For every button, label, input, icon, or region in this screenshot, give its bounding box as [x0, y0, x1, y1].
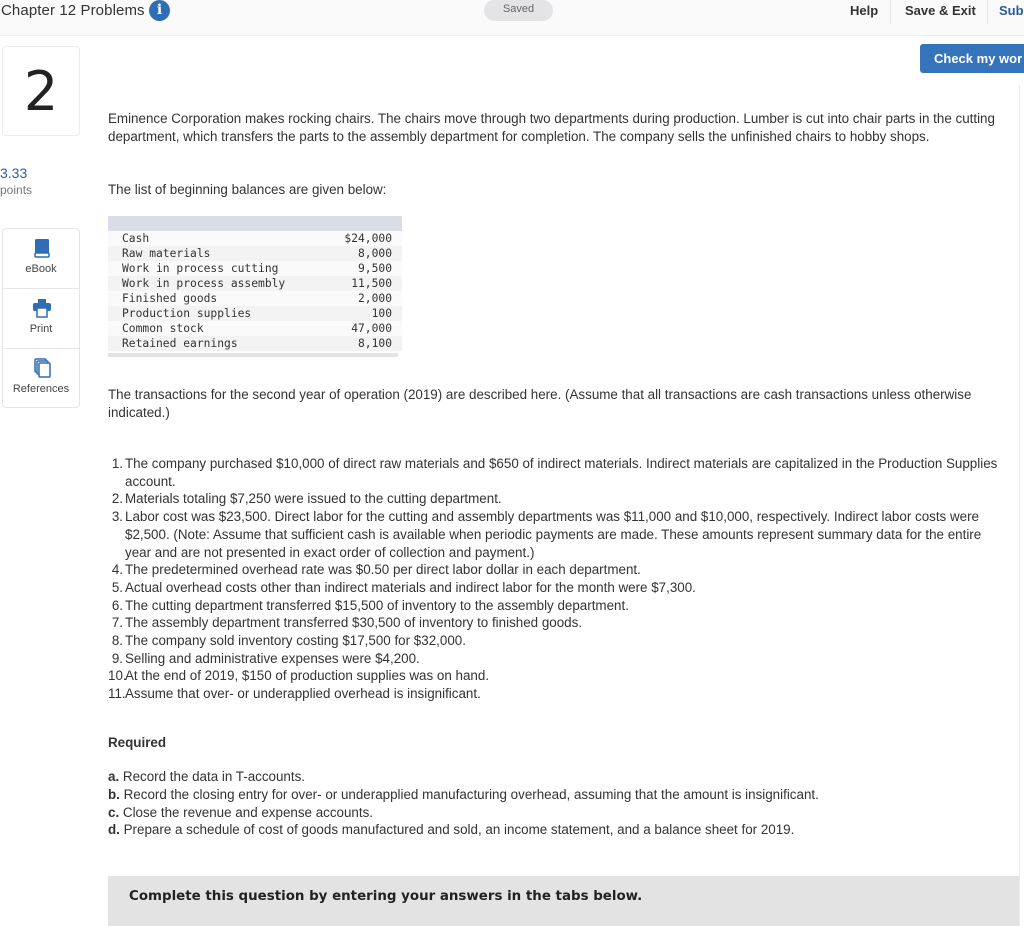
divider: [890, 0, 891, 24]
beginning-balances-table: [108, 216, 402, 357]
check-my-work-button[interactable]: Check my wor: [920, 44, 1024, 73]
table-row: [108, 276, 402, 291]
item-number: 7.: [111, 615, 123, 631]
item-number: 3.: [111, 509, 123, 525]
balances-intro: The list of beginning balances are given below:: [108, 182, 387, 197]
table-footer: [108, 353, 398, 357]
list-item: [108, 768, 1008, 786]
list-item: [108, 579, 1008, 597]
references-label: References: [12, 383, 70, 395]
account-amount: 2,000: [357, 292, 392, 305]
item-number: 8.: [111, 633, 123, 649]
table-row: [108, 261, 402, 276]
list-item: [108, 650, 1008, 668]
item-text: At the end of 2019, $150 of production supplies was on hand.: [125, 668, 490, 684]
divider: [987, 0, 988, 24]
item-text: Record the closing entry for over- or underapplied manufacturing overhead, assuming that the amount is insignificant.: [119, 786, 819, 802]
account-amount: 8,000: [357, 247, 392, 260]
item-letter: c.: [108, 804, 120, 820]
top-bar: [0, 0, 1024, 36]
list-item: [108, 667, 1008, 685]
table-row: [108, 306, 402, 321]
scrollbar-track[interactable]: [1019, 85, 1024, 926]
print-button[interactable]: [3, 289, 79, 349]
account-amount: 11,500: [351, 277, 392, 290]
item-text: Labor cost was $23,500. Direct labor for the cutting and assembly departments was $11,000 and $10,000, respectively. Indirect labor costs were $2,500. (Note: Assume that sufficient cash is available when periodic payments are made. These amounts represent summary data for the entire year and are not presented in exact order of collection and payment.): [125, 509, 982, 560]
item-letter: b.: [108, 786, 120, 802]
ebook-button[interactable]: [3, 229, 79, 289]
item-text: Close the revenue and expense accounts.: [119, 804, 374, 820]
account-name: Retained earnings: [122, 337, 238, 350]
table-row: [108, 336, 402, 351]
item-text: The company sold inventory costing $17,500 for $32,000.: [125, 633, 466, 649]
item-number: 5.: [111, 579, 123, 595]
answer-tabs-prompt: [108, 876, 1020, 926]
list-item: [108, 804, 1008, 822]
help-link[interactable]: Help: [850, 3, 879, 18]
item-number: 2.: [111, 491, 123, 507]
table-row: [108, 291, 402, 306]
table-row: [108, 231, 402, 246]
item-text: Assume that over- or underapplied overhead is insignificant.: [125, 686, 481, 702]
account-amount: 100: [371, 307, 392, 320]
item-number: 11.: [108, 686, 126, 702]
item-text: Prepare a schedule of cost of goods manufactured and sold, an income statement, and a balance sheet for 2019.: [119, 822, 795, 838]
item-text: Selling and administrative expenses were $4,200.: [125, 650, 420, 666]
item-text: The assembly department transferred $30,500 of inventory to finished goods.: [125, 615, 583, 631]
account-amount: 8,100: [357, 337, 392, 350]
points-value: 3.33: [0, 165, 28, 181]
account-name: Common stock: [122, 322, 204, 335]
save-exit-link[interactable]: Save & Exit: [905, 3, 976, 18]
item-number: 4.: [111, 562, 123, 578]
list-item: [108, 455, 1008, 490]
info-icon[interactable]: i: [149, 0, 170, 21]
tools-panel: [2, 228, 80, 408]
account-name: Raw materials: [122, 247, 211, 260]
table-row: [108, 246, 402, 261]
book-icon: [32, 238, 52, 258]
account-amount: $24,000: [344, 232, 392, 245]
item-text: The company purchased $10,000 of direct raw materials and $650 of indirect materials. Indirect materials are capitalized in the Production Supplies account.: [125, 456, 998, 489]
item-text: Materials totaling $7,250 were issued to the cutting department.: [125, 491, 502, 507]
item-number: 1.: [111, 456, 123, 471]
account-name: Finished goods: [122, 292, 218, 305]
list-item: [108, 821, 1008, 839]
submit-link[interactable]: Sub: [999, 3, 1024, 18]
item-letter: d.: [108, 822, 120, 838]
item-number: 6.: [111, 597, 123, 613]
assignment-title: Chapter 12 Problems: [1, 2, 145, 19]
ebook-label: eBook: [25, 263, 57, 275]
print-label: Print: [29, 323, 53, 335]
item-text: Record the data in T-accounts.: [119, 769, 306, 784]
item-number: 9.: [111, 650, 123, 666]
list-item: [108, 561, 1008, 579]
transactions-list: [108, 455, 1008, 703]
list-item: [108, 597, 1008, 615]
account-amount: 9,500: [357, 262, 392, 275]
list-item: [108, 508, 1008, 561]
requirements-list: [108, 768, 1008, 839]
printer-icon: [32, 298, 52, 318]
intro-paragraph: Eminence Corporation makes rocking chairs. The chairs move through two departments during production. Lumber is cut into chair parts in the cutting department, which transfers the parts to the assembly department for completion. The company sells the unfinished chairs to hobby shops.: [108, 111, 995, 144]
transactions-intro: The transactions for the second year of operation (2019) are described here. (Assume that all transactions are cash transactions unless otherwise indicated.): [108, 387, 972, 420]
table-row: [108, 321, 402, 336]
copy-documents-icon: [32, 358, 52, 378]
account-amount: 47,000: [351, 322, 392, 335]
required-heading: Required: [108, 735, 167, 750]
points-label: points: [0, 183, 33, 197]
account-name: Production supplies: [122, 307, 252, 320]
references-button[interactable]: [3, 349, 79, 409]
item-number: 10.: [108, 668, 127, 684]
complete-prompt-text: Complete this question by entering your answers in the tabs below.: [129, 889, 643, 904]
list-item: [108, 786, 1008, 804]
account-name: Work in process assembly: [122, 277, 286, 290]
item-text: Actual overhead costs other than indirect materials and indirect labor for the month were $7,300.: [125, 579, 696, 595]
table-header: [108, 216, 402, 231]
account-name: Cash: [122, 232, 150, 245]
item-letter: a.: [108, 769, 120, 784]
list-item: [108, 685, 1008, 703]
list-item: [108, 632, 1008, 650]
item-text: The cutting department transferred $15,500 of inventory to the assembly department.: [125, 597, 629, 613]
question-number: 2: [2, 46, 80, 136]
account-name: Work in process cutting: [122, 262, 279, 275]
table-body: [108, 231, 402, 351]
saved-status-badge: Saved: [484, 0, 553, 21]
item-text: The predetermined overhead rate was $0.50 per direct labor dollar in each department.: [125, 562, 641, 578]
list-item: [108, 614, 1008, 632]
list-item: [108, 490, 1008, 508]
